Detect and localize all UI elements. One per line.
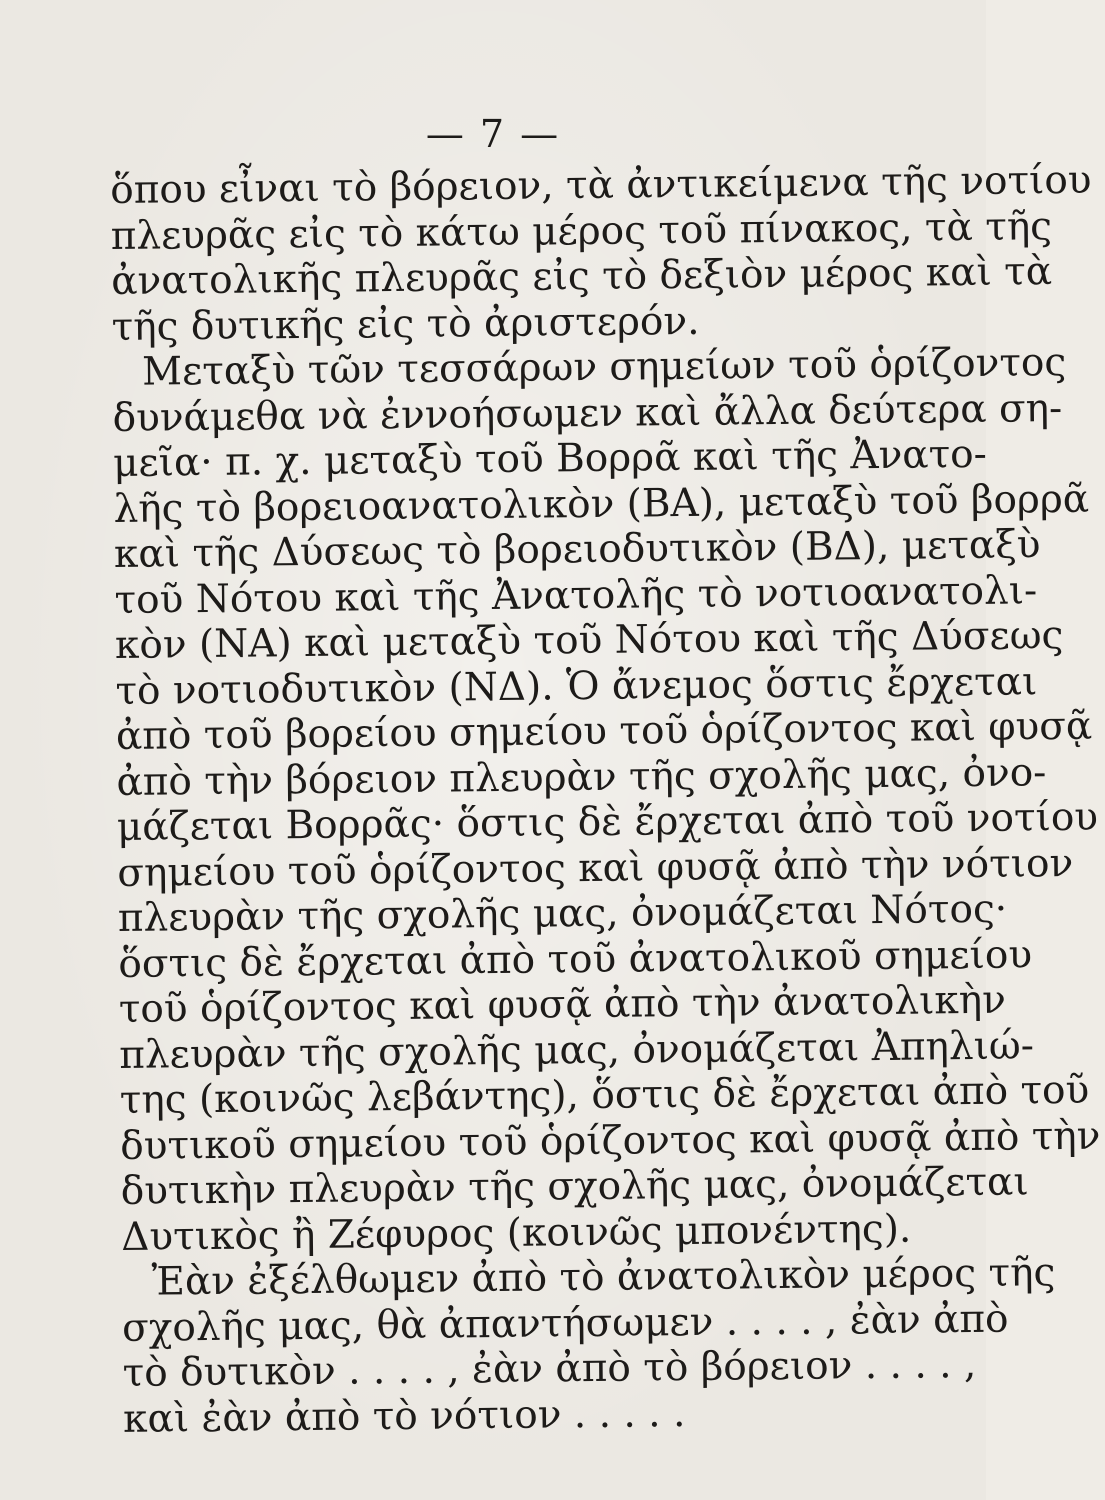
text-line: δυτικὴν πλευρὰν τῆς σχολῆς μας, ὀνομάζεται <box>120 1159 1029 1214</box>
text-line: καὶ ἐὰν ἀπὸ τὸ νότιον . . . . . <box>122 1390 686 1442</box>
text-line: Δυτικὸς ἢ Ζέφυρος (κοινῶς μπονέντης). <box>120 1206 912 1260</box>
text-line: σημείου τοῦ ὁρίζοντος καὶ φυσᾷ ἀπὸ τὴν νότιον <box>117 840 1074 896</box>
page-number: — 7 — <box>425 112 561 156</box>
text-line: σχολῆς μας, θὰ ἀπαντήσωμεν . . . . , ἐὰν ἀπὸ <box>121 1296 1009 1351</box>
text-line: ὅστις δὲ ἔρχεται ἀπὸ τοῦ ἀνατολικοῦ σημείου <box>118 931 1033 987</box>
text-line: τοῦ Νότου καὶ τῆς Ἀνατολῆς τὸ νοτιοανατολι- <box>114 567 1038 623</box>
text-line: δυτικοῦ σημείου τοῦ ὁρίζοντος καὶ φυσᾷ ἀπὸ τὴν <box>120 1113 1101 1169</box>
text-line: ὅπου εἶναι τὸ βόρειον, τὰ ἀντικείμενα τῆς νοτίου <box>110 157 1092 213</box>
text-line: ἀνατολικῆς πλευρᾶς εἰς τὸ δεξιὸν μέρος καὶ τὰ <box>110 249 1053 304</box>
text-line: ἀπὸ τὴν βόρειον πλευρὰν τῆς σχολῆς μας, ὀνο- <box>116 749 1047 805</box>
text-line: Μεταξὺ τῶν τεσσάρων σημείων τοῦ ὁρίζοντος <box>141 339 1067 395</box>
text-line: της (κοινῶς λεβάντης), ὅστις δὲ ἔρχεται ἀπὸ τοῦ <box>119 1067 1090 1123</box>
text-line: πλευρὰν τῆς σχολῆς μας, ὀνομάζεται Ἀπηλιώ- <box>119 1022 1035 1078</box>
text-line: δυνάμεθα νὰ ἐννοήσωμεν καὶ ἄλλα δεύτερα ση- <box>112 385 1063 441</box>
text-line: τῆς δυτικῆς εἰς τὸ ἀριστερόν. <box>111 298 700 350</box>
text-line: μάζεται Βορρᾶς· ὅστις δὲ ἔρχεται ἀπὸ τοῦ νοτίου <box>116 794 1099 850</box>
body-text <box>110 157 1101 1442</box>
text-line: μεῖα· π. χ. μεταξὺ τοῦ Βορρᾶ καὶ τῆς Ἀνατο- <box>112 431 988 486</box>
text-line: τὸ νοτιοδυτικὸν (ΝΔ). Ὁ ἄνεμος ὅστις ἔρχεται <box>115 658 1038 714</box>
text-line: λῆς τὸ βορειοανατολικὸν (ΒΑ), μεταξὺ τοῦ βορρᾶ <box>113 476 1090 532</box>
text-line: κὸν (ΝΑ) καὶ μεταξὺ τοῦ Νότου καὶ τῆς Δύσεως <box>114 613 1064 668</box>
text-line: πλευρᾶς εἰς τὸ κάτω μέρος τοῦ πίνακος, τὰ τῆς <box>110 203 1053 259</box>
text-line: καὶ τῆς Δύσεως τὸ βορειοδυτικὸν (ΒΔ), μεταξὺ <box>113 522 1041 577</box>
text-line: τὸ δυτικὸν . . . . , ἐὰν ἀπὸ τὸ βόρειον . . . . , <box>122 1341 977 1396</box>
text-line: τοῦ ὁρίζοντος καὶ φυσᾷ ἀπὸ τὴν ἀνατολικὴν <box>118 977 1007 1032</box>
text-line: ἀπὸ τοῦ βορείου σημείου τοῦ ὁρίζοντος καὶ φυσᾷ <box>115 703 1093 759</box>
text-line: Ἐὰν ἐξέλθωμεν ἀπὸ τὸ ἀνατολικὸν μέρος τῆς <box>151 1250 1056 1305</box>
text-line: πλευρὰν τῆς σχολῆς μας, ὀνομάζεται Νότος· <box>117 886 1008 941</box>
